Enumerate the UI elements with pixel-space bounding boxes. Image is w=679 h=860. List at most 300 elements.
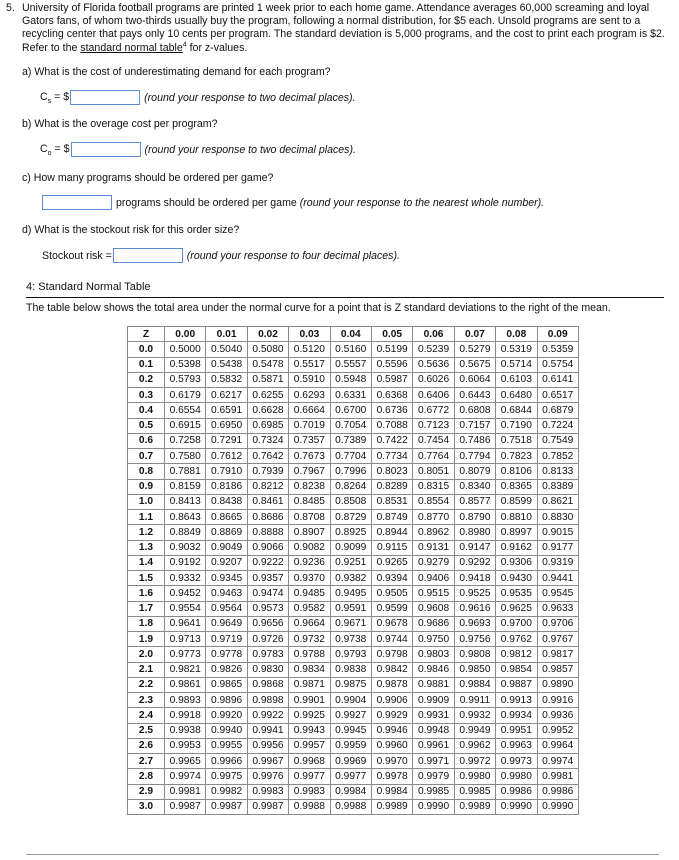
probability-cell: 0.9940 [206, 723, 247, 738]
probability-cell: 0.9977 [330, 769, 371, 784]
probability-cell: 0.9656 [247, 616, 288, 631]
question-c-hint: (round your response to the nearest whole number). [299, 196, 545, 209]
probability-cell: 0.7054 [330, 418, 371, 433]
probability-cell: 0.7734 [371, 449, 412, 464]
probability-cell: 0.6985 [247, 418, 288, 433]
probability-cell: 0.9943 [289, 723, 330, 738]
probability-cell: 0.9878 [371, 677, 412, 692]
probability-cell: 0.6736 [371, 403, 412, 418]
question-c-answer-row [42, 195, 544, 210]
probability-cell: 0.7291 [206, 433, 247, 448]
probability-cell: 0.5832 [206, 372, 247, 387]
probability-cell: 0.9987 [206, 799, 247, 814]
table-row [128, 372, 579, 387]
probability-cell: 0.5199 [371, 342, 412, 357]
probability-cell: 0.5359 [537, 342, 578, 357]
table-row [128, 571, 579, 586]
column-header: 0.07 [454, 327, 495, 342]
probability-cell: 0.9963 [496, 738, 537, 753]
probability-cell: 0.8133 [537, 464, 578, 479]
z-value-cell: 2.5 [128, 723, 165, 738]
probability-cell: 0.9564 [206, 601, 247, 616]
probability-cell: 0.9898 [247, 693, 288, 708]
probability-cell: 0.5675 [454, 357, 495, 372]
probability-cell: 0.7764 [413, 449, 454, 464]
z-value-cell: 1.3 [128, 540, 165, 555]
table-row [128, 494, 579, 509]
probability-cell: 0.9798 [371, 647, 412, 662]
probability-cell: 0.8186 [206, 479, 247, 494]
probability-cell: 0.8686 [247, 510, 288, 525]
probability-cell: 0.7224 [537, 418, 578, 433]
probability-cell: 0.9616 [454, 601, 495, 616]
reference-description: The table below shows the total area under the normal curve for a point that is Z standard deviations to the right of the mean. [26, 302, 611, 314]
table-row [128, 662, 579, 677]
probability-cell: 0.5793 [165, 372, 206, 387]
probability-cell: 0.9965 [165, 754, 206, 769]
probability-cell: 0.5557 [330, 357, 371, 372]
question-c-prompt: c) How many programs should be ordered per game? [22, 172, 274, 184]
probability-cell: 0.9678 [371, 616, 412, 631]
probability-cell: 0.9834 [289, 662, 330, 677]
probability-cell: 0.9686 [413, 616, 454, 631]
probability-cell: 0.5948 [330, 372, 371, 387]
probability-cell: 0.9846 [413, 662, 454, 677]
z-value-cell: 0.7 [128, 449, 165, 464]
probability-cell: 0.9582 [289, 601, 330, 616]
reference-title: 4: Standard Normal Table [26, 281, 151, 293]
probability-cell: 0.9890 [537, 677, 578, 692]
table-row [128, 799, 579, 814]
z-value-cell: 1.0 [128, 494, 165, 509]
problem-text-body: University of Florida football programs are printed 1 week prior to each home game. Attendance averages 60,000 screaming and loyal Gators fans, of whom two-thirds usually buy the program, following a normal distribution, for $5 each. Unsold programs are sent to a recycling center that pays only 10 cents per program. The standard deviation is 5,000 programs, and the cost to print each program is $2. Refer to the [22, 2, 665, 54]
probability-cell: 0.9941 [247, 723, 288, 738]
column-header: 0.09 [537, 327, 578, 342]
probability-cell: 0.9934 [496, 708, 537, 723]
probability-cell: 0.5714 [496, 357, 537, 372]
probability-cell: 0.9980 [496, 769, 537, 784]
probability-cell: 0.8621 [537, 494, 578, 509]
probability-cell: 0.9015 [537, 525, 578, 540]
probability-cell: 0.9850 [454, 662, 495, 677]
table-row [128, 647, 579, 662]
probability-cell: 0.5279 [454, 342, 495, 357]
probability-cell: 0.8907 [289, 525, 330, 540]
probability-cell: 0.9948 [413, 723, 454, 738]
probability-cell: 0.9871 [289, 677, 330, 692]
probability-cell: 0.8413 [165, 494, 206, 509]
probability-cell: 0.9535 [496, 586, 537, 601]
probability-cell: 0.9306 [496, 555, 537, 570]
probability-cell: 0.9664 [289, 616, 330, 631]
probability-cell: 0.9875 [330, 677, 371, 692]
z-value-cell: 1.8 [128, 616, 165, 631]
probability-cell: 0.8340 [454, 479, 495, 494]
probability-cell: 0.5398 [165, 357, 206, 372]
probability-cell: 0.9865 [206, 677, 247, 692]
probability-cell: 0.8749 [371, 510, 412, 525]
probability-cell: 0.9505 [371, 586, 412, 601]
table-row [128, 342, 579, 357]
probability-cell: 0.9854 [496, 662, 537, 677]
probability-cell: 0.9838 [330, 662, 371, 677]
probability-cell: 0.5080 [247, 342, 288, 357]
column-header: 0.04 [330, 327, 371, 342]
probability-cell: 0.9968 [289, 754, 330, 769]
z-value-cell: 0.4 [128, 403, 165, 418]
probability-cell: 0.9767 [537, 632, 578, 647]
probability-cell: 0.6331 [330, 388, 371, 403]
probability-cell: 0.9319 [537, 555, 578, 570]
probability-cell: 0.9881 [413, 677, 454, 692]
column-header: 0.05 [371, 327, 412, 342]
z-value-cell: 2.6 [128, 738, 165, 753]
probability-cell: 0.8665 [206, 510, 247, 525]
probability-cell: 0.6064 [454, 372, 495, 387]
probability-cell: 0.9732 [289, 632, 330, 647]
probability-cell: 0.8770 [413, 510, 454, 525]
probability-cell: 0.8810 [496, 510, 537, 525]
probability-cell: 0.9817 [537, 647, 578, 662]
probability-cell: 0.5239 [413, 342, 454, 357]
probability-cell: 0.9884 [454, 677, 495, 692]
probability-cell: 0.7389 [330, 433, 371, 448]
probability-cell: 0.9279 [413, 555, 454, 570]
probability-cell: 0.8051 [413, 464, 454, 479]
probability-cell: 0.7258 [165, 433, 206, 448]
probability-cell: 0.8212 [247, 479, 288, 494]
probability-cell: 0.9946 [371, 723, 412, 738]
table-row [128, 357, 579, 372]
probability-cell: 0.5160 [330, 342, 371, 357]
column-header: 0.00 [165, 327, 206, 342]
probability-cell: 0.9830 [247, 662, 288, 677]
probability-cell: 0.7967 [289, 464, 330, 479]
probability-cell: 0.9292 [454, 555, 495, 570]
probability-cell: 0.5987 [371, 372, 412, 387]
probability-cell: 0.9949 [454, 723, 495, 738]
probability-cell: 0.9826 [206, 662, 247, 677]
probability-cell: 0.9441 [537, 571, 578, 586]
probability-cell: 0.5910 [289, 372, 330, 387]
probability-cell: 0.9985 [454, 784, 495, 799]
programs-ordered-input[interactable] [42, 195, 112, 210]
table-row [128, 479, 579, 494]
probability-cell: 0.9967 [247, 754, 288, 769]
probability-cell: 0.9778 [206, 647, 247, 662]
probability-cell: 0.9744 [371, 632, 412, 647]
probability-cell: 0.9788 [289, 647, 330, 662]
probability-cell: 0.8023 [371, 464, 412, 479]
co-input[interactable] [71, 142, 141, 157]
probability-cell: 0.9265 [371, 555, 412, 570]
probability-cell: 0.6443 [454, 388, 495, 403]
probability-cell: 0.7454 [413, 433, 454, 448]
probability-cell: 0.9162 [496, 540, 537, 555]
probability-cell: 0.9861 [165, 677, 206, 692]
probability-cell: 0.8106 [496, 464, 537, 479]
probability-cell: 0.9974 [165, 769, 206, 784]
probability-cell: 0.7642 [247, 449, 288, 464]
probability-cell: 0.9131 [413, 540, 454, 555]
probability-cell: 0.5636 [413, 357, 454, 372]
probability-cell: 0.6591 [206, 403, 247, 418]
probability-cell: 0.9986 [496, 784, 537, 799]
probability-cell: 0.8289 [371, 479, 412, 494]
question-d-answer-row [42, 248, 400, 263]
table-row [128, 601, 579, 616]
probability-cell: 0.9192 [165, 555, 206, 570]
probability-cell: 0.9987 [165, 799, 206, 814]
probability-cell: 0.9961 [413, 738, 454, 753]
probability-cell: 0.6554 [165, 403, 206, 418]
table-row [128, 632, 579, 647]
probability-cell: 0.9406 [413, 571, 454, 586]
probability-cell: 0.9706 [537, 616, 578, 631]
probability-cell: 0.9990 [413, 799, 454, 814]
probability-cell: 0.9951 [496, 723, 537, 738]
probability-cell: 0.9625 [496, 601, 537, 616]
probability-cell: 0.9938 [165, 723, 206, 738]
probability-cell: 0.9345 [206, 571, 247, 586]
table-row [128, 418, 579, 433]
probability-cell: 0.9066 [247, 540, 288, 555]
probability-cell: 0.9474 [247, 586, 288, 601]
probability-cell: 0.9115 [371, 540, 412, 555]
probability-cell: 0.8079 [454, 464, 495, 479]
table-row [128, 616, 579, 631]
probability-cell: 0.9920 [206, 708, 247, 723]
table-row [128, 403, 579, 418]
probability-cell: 0.9990 [496, 799, 537, 814]
probability-cell: 0.6179 [165, 388, 206, 403]
probability-cell: 0.9370 [289, 571, 330, 586]
cs-input[interactable] [70, 90, 140, 105]
z-value-cell: 2.9 [128, 784, 165, 799]
probability-cell: 0.9545 [537, 586, 578, 601]
probability-cell: 0.5871 [247, 372, 288, 387]
standard-normal-table [127, 326, 579, 815]
probability-cell: 0.9945 [330, 723, 371, 738]
stockout-risk-input[interactable] [113, 248, 183, 263]
probability-cell: 0.9922 [247, 708, 288, 723]
probability-cell: 0.9032 [165, 540, 206, 555]
title-divider [26, 297, 664, 298]
probability-cell: 0.9049 [206, 540, 247, 555]
probability-cell: 0.8438 [206, 494, 247, 509]
probability-cell: 0.9633 [537, 601, 578, 616]
probability-cell: 0.5120 [289, 342, 330, 357]
probability-cell: 0.9988 [330, 799, 371, 814]
probability-cell: 0.9962 [454, 738, 495, 753]
probability-cell: 0.6879 [537, 403, 578, 418]
probability-cell: 0.5000 [165, 342, 206, 357]
probability-cell: 0.9599 [371, 601, 412, 616]
probability-cell: 0.8159 [165, 479, 206, 494]
table-row [128, 555, 579, 570]
probability-cell: 0.9485 [289, 586, 330, 601]
z-value-cell: 2.3 [128, 693, 165, 708]
question-a-answer-row [40, 90, 356, 105]
probability-cell: 0.9812 [496, 647, 537, 662]
table-row [128, 540, 579, 555]
probability-cell: 0.9357 [247, 571, 288, 586]
z-value-cell: 2.1 [128, 662, 165, 677]
probability-cell: 0.9783 [247, 647, 288, 662]
probability-cell: 0.8729 [330, 510, 371, 525]
probability-cell: 0.6772 [413, 403, 454, 418]
z-value-cell: 0.9 [128, 479, 165, 494]
probability-cell: 0.6950 [206, 418, 247, 433]
probability-cell: 0.7704 [330, 449, 371, 464]
probability-cell: 0.9959 [330, 738, 371, 753]
probability-cell: 0.8365 [496, 479, 537, 494]
probability-cell: 0.6293 [289, 388, 330, 403]
column-header: 0.02 [247, 327, 288, 342]
table-row [128, 784, 579, 799]
probability-cell: 0.9756 [454, 632, 495, 647]
probability-cell: 0.7190 [496, 418, 537, 433]
probability-cell: 0.6628 [247, 403, 288, 418]
probability-cell: 0.9971 [413, 754, 454, 769]
z-value-cell: 0.2 [128, 372, 165, 387]
column-header: 0.03 [289, 327, 330, 342]
probability-cell: 0.9430 [496, 571, 537, 586]
probability-cell: 0.9931 [413, 708, 454, 723]
probability-cell: 0.7852 [537, 449, 578, 464]
question-c-after-text: programs should be ordered per game [116, 196, 297, 209]
probability-cell: 0.7996 [330, 464, 371, 479]
probability-cell: 0.6480 [496, 388, 537, 403]
probability-cell: 0.9251 [330, 555, 371, 570]
probability-cell: 0.9986 [537, 784, 578, 799]
probability-cell: 0.9641 [165, 616, 206, 631]
probability-cell: 0.6915 [165, 418, 206, 433]
z-value-cell: 1.4 [128, 555, 165, 570]
probability-cell: 0.9591 [330, 601, 371, 616]
probability-cell: 0.6700 [330, 403, 371, 418]
probability-cell: 0.7673 [289, 449, 330, 464]
probability-cell: 0.5438 [206, 357, 247, 372]
z-value-cell: 1.2 [128, 525, 165, 540]
probability-cell: 0.8264 [330, 479, 371, 494]
probability-cell: 0.7939 [247, 464, 288, 479]
probability-cell: 0.8869 [206, 525, 247, 540]
probability-cell: 0.6517 [537, 388, 578, 403]
probability-cell: 0.9887 [496, 677, 537, 692]
probability-cell: 0.5596 [371, 357, 412, 372]
z-column-header: Z [128, 327, 165, 342]
probability-cell: 0.8962 [413, 525, 454, 540]
probability-cell: 0.9452 [165, 586, 206, 601]
probability-cell: 0.9955 [206, 738, 247, 753]
probability-cell: 0.9525 [454, 586, 495, 601]
question-b-hint: (round your response to two decimal places). [144, 143, 356, 156]
probability-cell: 0.5754 [537, 357, 578, 372]
probability-cell: 0.9857 [537, 662, 578, 677]
probability-cell: 0.9952 [537, 723, 578, 738]
probability-cell: 0.8577 [454, 494, 495, 509]
probability-cell: 0.9983 [247, 784, 288, 799]
probability-cell: 0.7486 [454, 433, 495, 448]
probability-cell: 0.9896 [206, 693, 247, 708]
probability-cell: 0.6103 [496, 372, 537, 387]
probability-cell: 0.8531 [371, 494, 412, 509]
probability-cell: 0.9913 [496, 693, 537, 708]
probability-cell: 0.7881 [165, 464, 206, 479]
table-row [128, 525, 579, 540]
z-value-cell: 1.9 [128, 632, 165, 647]
probability-cell: 0.8790 [454, 510, 495, 525]
problem-number: 5. [6, 2, 15, 14]
probability-cell: 0.9929 [371, 708, 412, 723]
probability-cell: 0.9981 [537, 769, 578, 784]
probability-cell: 0.9762 [496, 632, 537, 647]
question-b-answer-row [40, 142, 356, 157]
probability-cell: 0.9868 [247, 677, 288, 692]
z-value-cell: 0.3 [128, 388, 165, 403]
probability-cell: 0.9222 [247, 555, 288, 570]
footnote-marker: 4 [182, 41, 187, 49]
probability-cell: 0.8238 [289, 479, 330, 494]
table-row [128, 586, 579, 601]
probability-cell: 0.9573 [247, 601, 288, 616]
probability-cell: 0.9909 [413, 693, 454, 708]
probability-cell: 0.8461 [247, 494, 288, 509]
probability-cell: 0.6844 [496, 403, 537, 418]
z-value-cell: 1.7 [128, 601, 165, 616]
probability-cell: 0.9082 [289, 540, 330, 555]
probability-cell: 0.9936 [537, 708, 578, 723]
probability-cell: 0.7794 [454, 449, 495, 464]
problem-text [22, 2, 674, 55]
probability-cell: 0.8888 [247, 525, 288, 540]
probability-cell: 0.9983 [289, 784, 330, 799]
probability-cell: 0.9901 [289, 693, 330, 708]
table-row [128, 693, 579, 708]
z-value-cell: 2.2 [128, 677, 165, 692]
table-row [128, 708, 579, 723]
probability-cell: 0.9975 [206, 769, 247, 784]
probability-cell: 0.9957 [289, 738, 330, 753]
probability-cell: 0.7910 [206, 464, 247, 479]
probability-cell: 0.8389 [537, 479, 578, 494]
probability-cell: 0.9671 [330, 616, 371, 631]
table-row [128, 754, 579, 769]
z-value-cell: 0.6 [128, 433, 165, 448]
question-d-hint: (round your response to four decimal places). [186, 249, 400, 262]
probability-cell: 0.9982 [206, 784, 247, 799]
probability-cell: 0.9332 [165, 571, 206, 586]
standard-normal-table-link[interactable]: standard normal table [80, 41, 183, 54]
probability-cell: 0.7123 [413, 418, 454, 433]
probability-cell: 0.9925 [289, 708, 330, 723]
probability-cell: 0.9382 [330, 571, 371, 586]
z-value-cell: 2.0 [128, 647, 165, 662]
table-row [128, 464, 579, 479]
probability-cell: 0.9979 [413, 769, 454, 784]
probability-cell: 0.7580 [165, 449, 206, 464]
probability-cell: 0.9793 [330, 647, 371, 662]
probability-cell: 0.7612 [206, 449, 247, 464]
probability-cell: 0.7518 [496, 433, 537, 448]
probability-cell: 0.7019 [289, 418, 330, 433]
probability-cell: 0.5319 [496, 342, 537, 357]
probability-cell: 0.8830 [537, 510, 578, 525]
probability-cell: 0.8485 [289, 494, 330, 509]
probability-cell: 0.9147 [454, 540, 495, 555]
column-header: 0.08 [496, 327, 537, 342]
